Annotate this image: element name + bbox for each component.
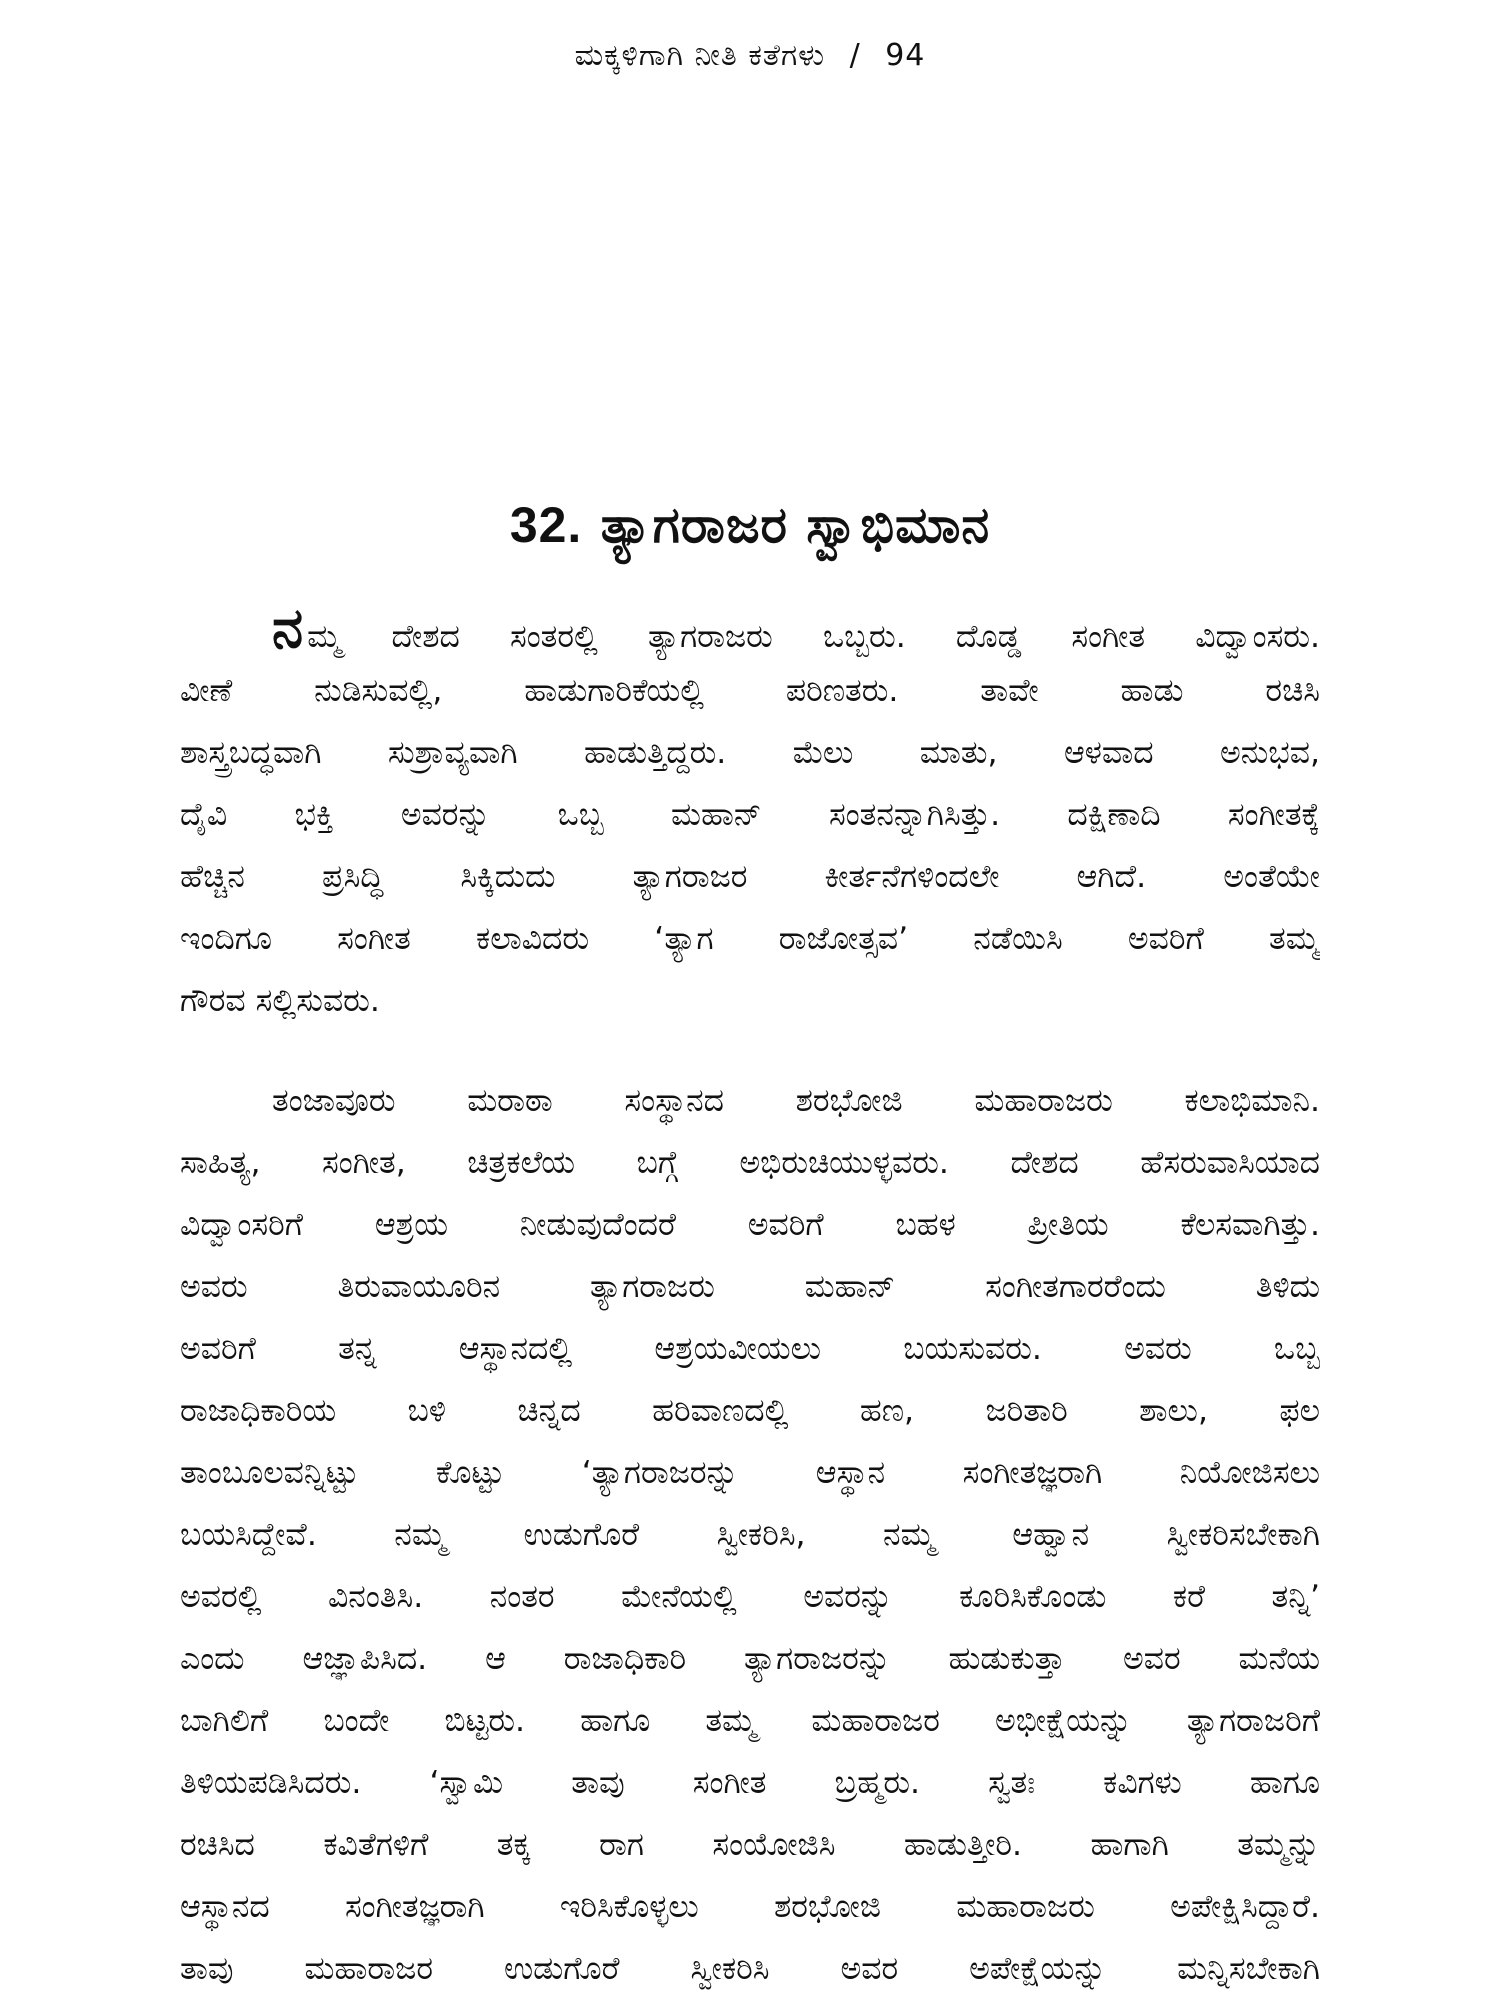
text-line: ಸಾಹಿತ್ಯ, ಸಂಗೀತ, ಚಿತ್ರಕಲೆಯ ಬಗ್ಗೆ ಅಭಿರುಚಿಯುಳ್ಳವರು. ದೇಶದ ಹೆಸರುವಾಸಿಯಾದ	[180, 1145, 1320, 1181]
text-line: ಅವರಲ್ಲಿ ವಿನಂತಿಸಿ. ನಂತರ ಮೇನೆಯಲ್ಲಿ ಅವರನ್ನು ಕೂರಿಸಿಕೊಂಡು ಕರೆ ತನ್ನಿ’	[180, 1579, 1320, 1615]
text-line: ರಾಜಾಧಿಕಾರಿಯ ಬಳಿ ಚಿನ್ನದ ಹರಿವಾಣದಲ್ಲಿ ಹಣ, ಜರಿತಾರಿ ಶಾಲು, ಫಲ	[180, 1393, 1320, 1429]
text-line: ಇಂದಿಗೂ ಸಂಗೀತ ಕಲಾವಿದರು ‘ತ್ಯಾಗ ರಾಜೋತ್ಸವ’ ನಡೆಯಿಸಿ ಅವರಿಗೆ ತಮ್ಮ	[180, 921, 1320, 957]
header-separator: /	[849, 38, 861, 73]
line-text: ಮ್ಮ ದೇಶದ ಸಂತರಲ್ಲಿ ತ್ಯಾಗರಾಜರು ಒಬ್ಬರು. ದೊಡ್ಡ ಸಂಗೀತ ವಿದ್ವಾಂಸರು.	[307, 619, 1320, 655]
text-line: ಬಯಸಿದ್ದೇವೆ. ನಮ್ಮ ಉಡುಗೊರೆ ಸ್ವೀಕರಿಸಿ, ನಮ್ಮ ಆಹ್ವಾನ ಸ್ವೀಕರಿಸಬೇಕಾಗಿ	[180, 1517, 1320, 1553]
text-line	[180, 598, 1320, 660]
page-number: 94	[885, 38, 926, 73]
text-line: ತಾಂಬೂಲವನ್ನಿಟ್ಟು ಕೊಟ್ಟು ‘ತ್ಯಾಗರಾಜರನ್ನು ಆಸ್ಥಾನ ಸಂಗೀತಜ್ಞರಾಗಿ ನಿಯೋಜಿಸಲು	[180, 1455, 1320, 1491]
text-line: ವೀಣೆ ನುಡಿಸುವಲ್ಲಿ, ಹಾಡುಗಾರಿಕೆಯಲ್ಲಿ ಪರಿಣತರು. ತಾವೇ ಹಾಡು ರಚಿಸಿ	[180, 673, 1320, 709]
text-line: ತಂಜಾವೂರು ಮರಾಠಾ ಸಂಸ್ಥಾನದ ಶರಭೋಜಿ ಮಹಾರಾಜರು ಕಲಾಭಿಮಾನಿ.	[272, 1083, 1320, 1119]
text-line: ತಾವು ಮಹಾರಾಜರ ಉಡುಗೊರೆ ಸ್ವೀಕರಿಸಿ ಅವರ ಅಪೇಕ್ಷೆಯನ್ನು ಮನ್ನಿಸಬೇಕಾಗಿ	[180, 1951, 1320, 1987]
book-title: ಮಕ್ಕಳಿಗಾಗಿ ನೀತಿ ಕತೆಗಳು	[574, 38, 826, 73]
chapter-number: 32.	[509, 497, 583, 553]
text-line: ಅವರಿಗೆ ತನ್ನ ಆಸ್ಥಾನದಲ್ಲಿ ಆಶ್ರಯವೀಯಲು ಬಯಸುವರು. ಅವರು ಒಬ್ಬ	[180, 1331, 1320, 1367]
text-line: ರಚಿಸಿದ ಕವಿತೆಗಳಿಗೆ ತಕ್ಕ ರಾಗ ಸಂಯೋಜಿಸಿ ಹಾಡುತ್ತೀರಿ. ಹಾಗಾಗಿ ತಮ್ಮನ್ನು	[180, 1827, 1320, 1863]
text-line: ಎಂದು ಆಜ್ಞಾಪಿಸಿದ. ಆ ರಾಜಾಧಿಕಾರಿ ತ್ಯಾಗರಾಜರನ್ನು ಹುಡುಕುತ್ತಾ ಅವರ ಮನೆಯ	[180, 1641, 1320, 1677]
chapter-title: ತ್ಯಾಗರಾಜರ ಸ್ವಾಭಿಮಾನ	[600, 496, 991, 554]
text-line: ತಿಳಿಯಪಡಿಸಿದರು. ‘ಸ್ವಾಮಿ ತಾವು ಸಂಗೀತ ಬ್ರಹ್ಮರು. ಸ್ವತಃ ಕವಿಗಳು ಹಾಗೂ	[180, 1765, 1320, 1801]
text-line: ವಿದ್ವಾಂಸರಿಗೆ ಆಶ್ರಯ ನೀಡುವುದೆಂದರೆ ಅವರಿಗೆ ಬಹಳ ಪ್ರೀತಿಯ ಕೆಲಸವಾಗಿತ್ತು.	[180, 1207, 1320, 1243]
drop-cap: ನ	[272, 598, 304, 660]
text-line: ಶಾಸ್ತ್ರಬದ್ಧವಾಗಿ ಸುಶ್ರಾವ್ಯವಾಗಿ ಹಾಡುತ್ತಿದ್ದರು. ಮೆಲು ಮಾತು, ಆಳವಾದ ಅನುಭವ,	[180, 735, 1320, 771]
running-header	[0, 34, 1500, 78]
paragraph-gap	[180, 1032, 1320, 1070]
text-line: ದೈವಿ ಭಕ್ತಿ ಅವರನ್ನು ಒಬ್ಬ ಮಹಾನ್ ಸಂತನನ್ನಾಗಿಸಿತ್ತು. ದಕ್ಷಿಣಾದಿ ಸಂಗೀತಕ್ಕೆ	[180, 797, 1320, 833]
text-line: ಬಾಗಿಲಿಗೆ ಬಂದೇ ಬಿಟ್ಟರು. ಹಾಗೂ ತಮ್ಮ ಮಹಾರಾಜರ ಅಭೀಕ್ಷೆಯನ್ನು ತ್ಯಾಗರಾಜರಿಗೆ	[180, 1703, 1320, 1739]
text-line: ಅವರು ತಿರುವಾಯೂರಿನ ತ್ಯಾಗರಾಜರು ಮಹಾನ್ ಸಂಗೀತಗಾರರೆಂದು ತಿಳಿದು	[180, 1269, 1320, 1305]
chapter-heading	[0, 488, 1500, 562]
story-body	[180, 598, 1320, 2000]
text-line: ಹೆಚ್ಚಿನ ಪ್ರಸಿದ್ಧಿ ಸಿಕ್ಕಿದುದು ತ್ಯಾಗರಾಜರ ಕೀರ್ತನೆಗಳಿಂದಲೇ ಆಗಿದೆ. ಅಂತೆಯೇ	[180, 859, 1320, 895]
text-line: ಗೌರವ ಸಲ್ಲಿಸುವರು.	[180, 983, 380, 1019]
text-line: ಆಸ್ಥಾನದ ಸಂಗೀತಜ್ಞರಾಗಿ ಇರಿಸಿಕೊಳ್ಳಲು ಶರಭೋಜಿ ಮಹಾರಾಜರು ಅಪೇಕ್ಷಿಸಿದ್ದಾರೆ.	[180, 1889, 1320, 1925]
